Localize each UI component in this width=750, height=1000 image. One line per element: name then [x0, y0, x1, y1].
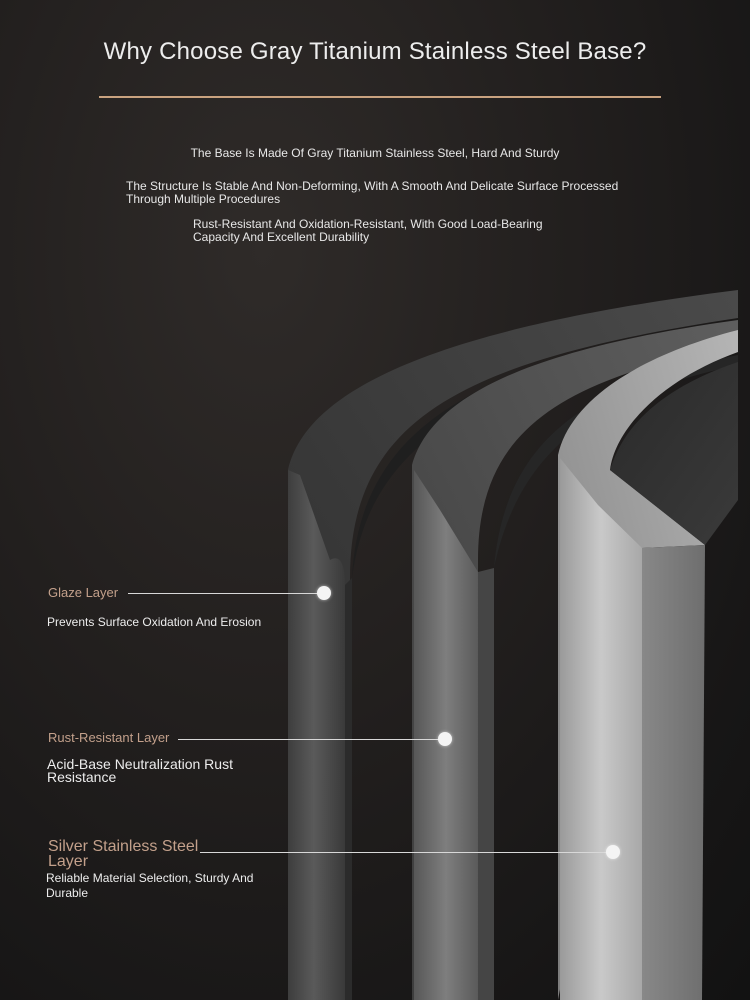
feature-text-durability: Rust-Resistant And Oxidation-Resistant, With Good Load-Bearing Capacity And Excellent Durability — [193, 217, 543, 244]
silver-steel-layer-description: Reliable Material Selection, Sturdy And Durable — [46, 871, 254, 900]
silver-steel-layer-leader-line — [200, 852, 613, 853]
glaze-layer-label: Glaze Layer — [48, 585, 119, 600]
silver-steel-layer-marker — [606, 845, 620, 859]
feature-text-structure: The Structure Is Stable And Non-Deforming, With A Smooth And Delicate Surface Processed Through Multiple Procedures — [126, 179, 619, 206]
rust-resistant-layer-description: Acid-Base Neutralization Rust Resistance — [47, 756, 233, 785]
page-title: Why Choose Gray Titanium Stainless Steel Base? — [103, 38, 647, 65]
rust-resistant-layer-label: Rust-Resistant Layer — [48, 730, 170, 745]
rust-resistant-layer-marker — [438, 732, 452, 746]
feature-text-hardness: The Base Is Made Of Gray Titanium Stainless Steel, Hard And Sturdy — [190, 146, 560, 160]
glaze-layer-leader-line — [128, 593, 324, 594]
glaze-layer-description: Prevents Surface Oxidation And Erosion — [47, 615, 262, 629]
glaze-layer-marker — [317, 586, 331, 600]
rust-resistant-layer-leader-line — [178, 739, 446, 740]
silver-steel-layer-label: Silver Stainless Steel Layer — [48, 838, 199, 870]
silver-stainless-steel-layer-shape — [558, 330, 738, 1000]
